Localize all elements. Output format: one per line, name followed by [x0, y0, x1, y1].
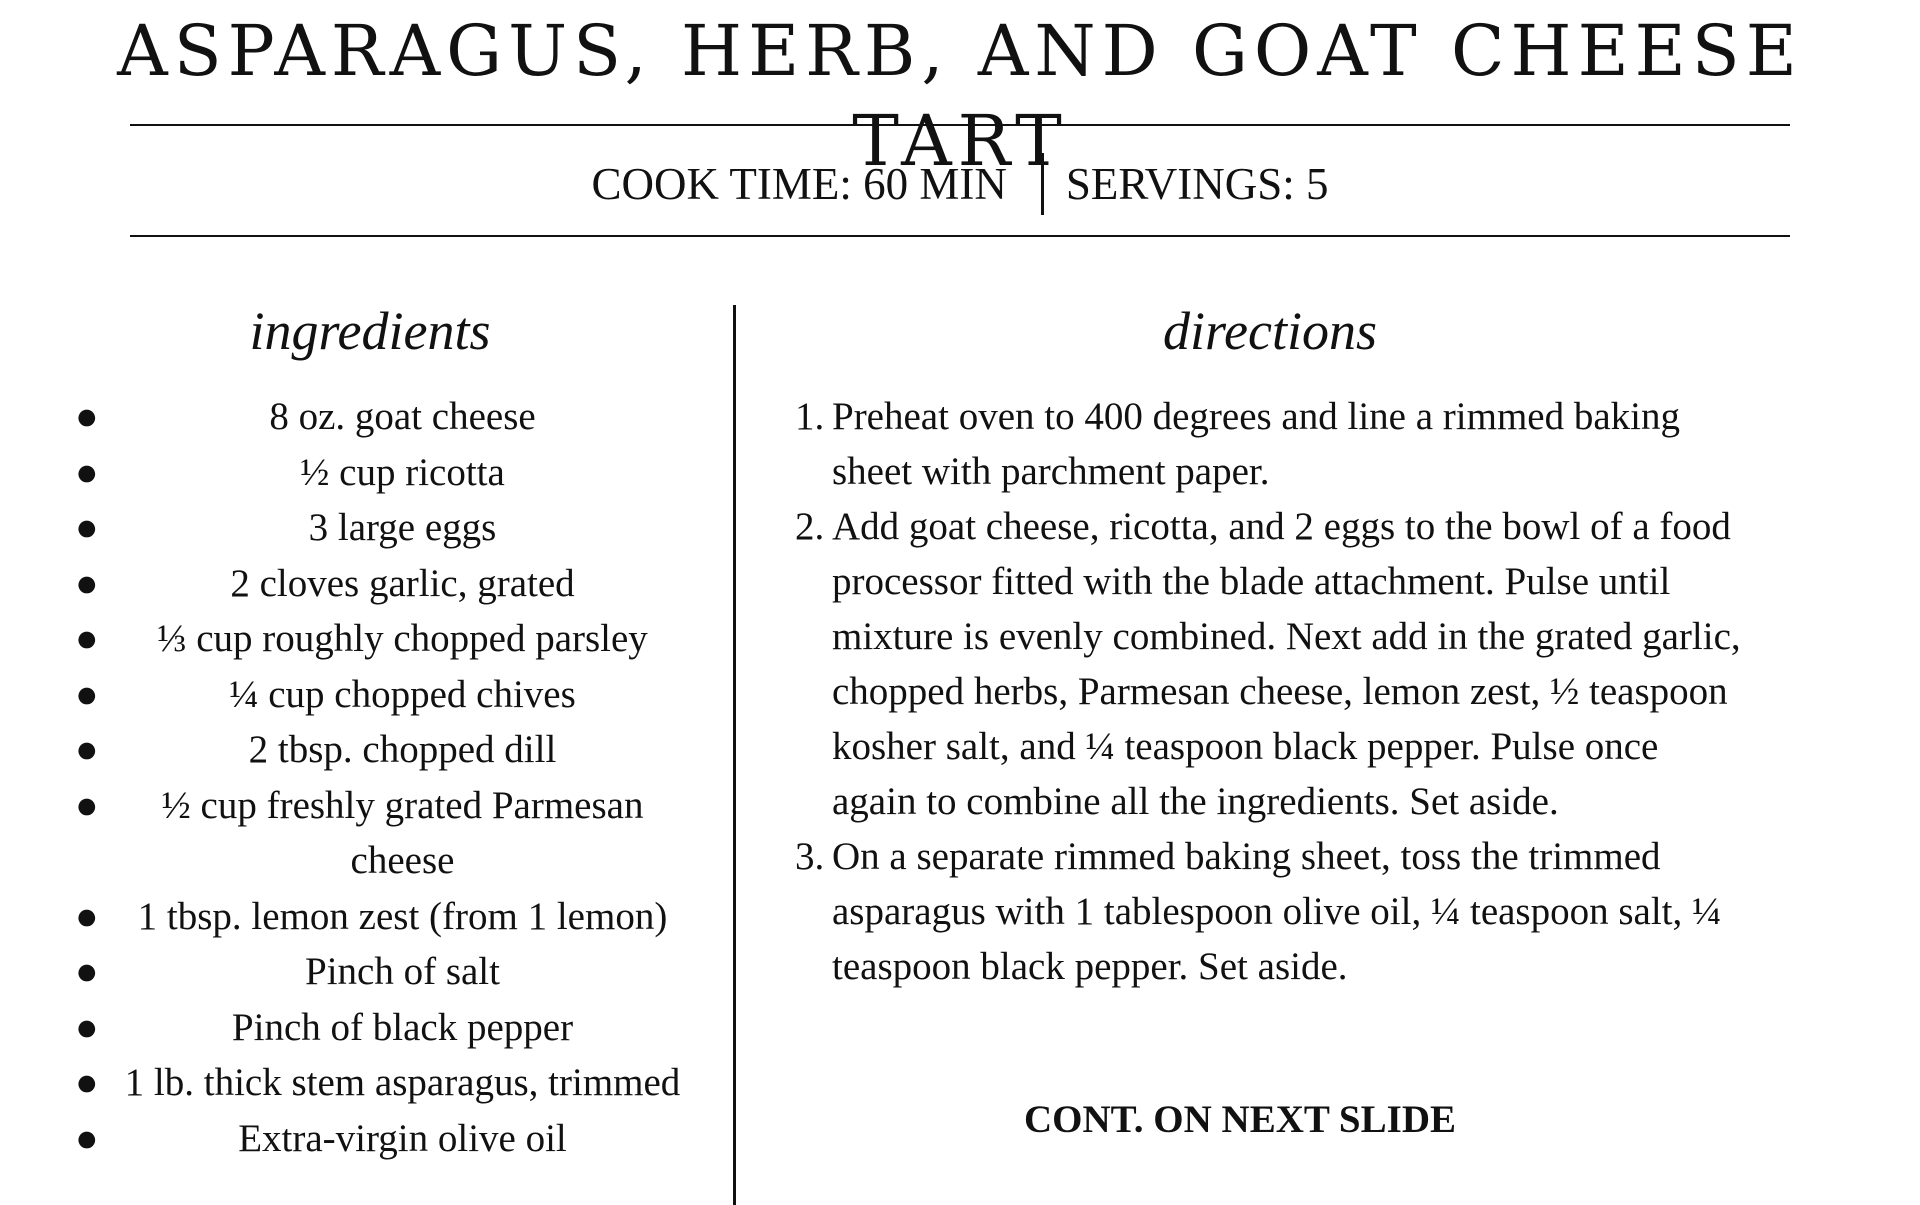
directions-list: [795, 389, 1745, 994]
bottom-divider-line: [130, 235, 1790, 237]
ingredient-text: Pinch of salt: [305, 950, 500, 993]
direction-step: [795, 389, 1745, 499]
ingredients-heading: ingredients: [249, 301, 491, 361]
servings: SERVINGS: 5: [1065, 158, 1329, 209]
bullet-icon: ●: [75, 728, 99, 771]
step-number: 2.: [795, 505, 825, 548]
bullet-icon: ●: [75, 561, 99, 605]
step-text: On a separate rimmed baking sheet, toss the trimmed asparagus with 1 tablespoon olive oil, ¼ teaspoon salt, ¼ teaspoon black pepper. Set aside.: [832, 835, 1722, 988]
bullet-icon: ●: [75, 506, 99, 549]
step-text: Add goat cheese, ricotta, and 2 eggs to the bowl of a food processor fitted with the blade attachment. Pulse until mixture is evenly combined. Next add in the grated garlic, chopped herbs, Parmesan cheese, lemon zest, ½ teaspoon kosher salt, and ¼ teaspoon black pepper. Pulse once again to combine all the ingredients. Set aside.: [832, 505, 1741, 823]
bullet-icon: ●: [75, 1061, 99, 1104]
bullet-icon: ●: [75, 950, 99, 993]
ingredient-item: [70, 667, 690, 723]
bullet-icon: ●: [75, 783, 99, 827]
bullet-icon: ●: [75, 617, 99, 660]
direction-step: [795, 499, 1745, 829]
direction-step: [795, 829, 1745, 994]
meta-divider: [1041, 153, 1044, 215]
cook-time: COOK TIME: 60 MIN: [591, 158, 1007, 209]
bullet-icon: ●: [75, 1116, 99, 1160]
ingredient-text: ¼ cup chopped chives: [229, 672, 576, 716]
ingredient-text: 3 large eggs: [308, 506, 497, 549]
ingredient-text: ½ cup ricotta: [300, 450, 505, 494]
recipe-title: ASPARAGUS, HERB, AND GOAT CHEESE TART: [117, 10, 1803, 182]
ingredient-text: Pinch of black pepper: [231, 1005, 574, 1049]
ingredient-item: [70, 500, 690, 556]
ingredient-item: [70, 445, 690, 501]
ingredient-item: [70, 1111, 690, 1167]
bullet-icon: ●: [75, 672, 99, 716]
directions-heading: directions: [1163, 301, 1377, 361]
ingredient-item: [70, 944, 690, 1000]
bullet-icon: ●: [75, 894, 99, 938]
ingredient-item: [70, 722, 690, 778]
bullet-icon: ●: [75, 450, 99, 494]
bullet-icon: ●: [75, 1005, 99, 1049]
step-text: Preheat oven to 400 degrees and line a rimmed baking sheet with parchment paper.: [832, 395, 1680, 493]
ingredient-item: [70, 389, 690, 445]
step-number: 1.: [795, 395, 825, 438]
recipe-meta: [0, 146, 1920, 217]
ingredient-text: 2 cloves garlic, grated: [230, 561, 575, 605]
ingredient-text: Extra-virgin olive oil: [238, 1116, 567, 1160]
top-divider-line: [130, 124, 1790, 126]
ingredient-text: ⅓ cup roughly chopped parsley: [157, 617, 648, 660]
ingredients-list: [70, 389, 690, 1166]
continuation-note: CONT. ON NEXT SLIDE: [1024, 1098, 1456, 1141]
ingredient-text: 1 tbsp. lemon zest (from 1 lemon): [137, 894, 668, 938]
column-divider: [733, 305, 736, 1205]
ingredient-item: [70, 1055, 690, 1111]
ingredient-item: [70, 556, 690, 612]
ingredient-text: 8 oz. goat cheese: [269, 395, 536, 438]
ingredient-item: [70, 778, 690, 889]
ingredient-text: ½ cup freshly grated Parmesan cheese: [161, 783, 644, 882]
bullet-icon: ●: [75, 395, 99, 438]
ingredient-item: [70, 889, 690, 945]
ingredient-item: [70, 611, 690, 667]
ingredient-text: 1 lb. thick stem asparagus, trimmed: [124, 1061, 681, 1104]
ingredient-item: [70, 1000, 690, 1056]
step-number: 3.: [795, 835, 825, 878]
ingredient-text: 2 tbsp. chopped dill: [248, 728, 557, 771]
